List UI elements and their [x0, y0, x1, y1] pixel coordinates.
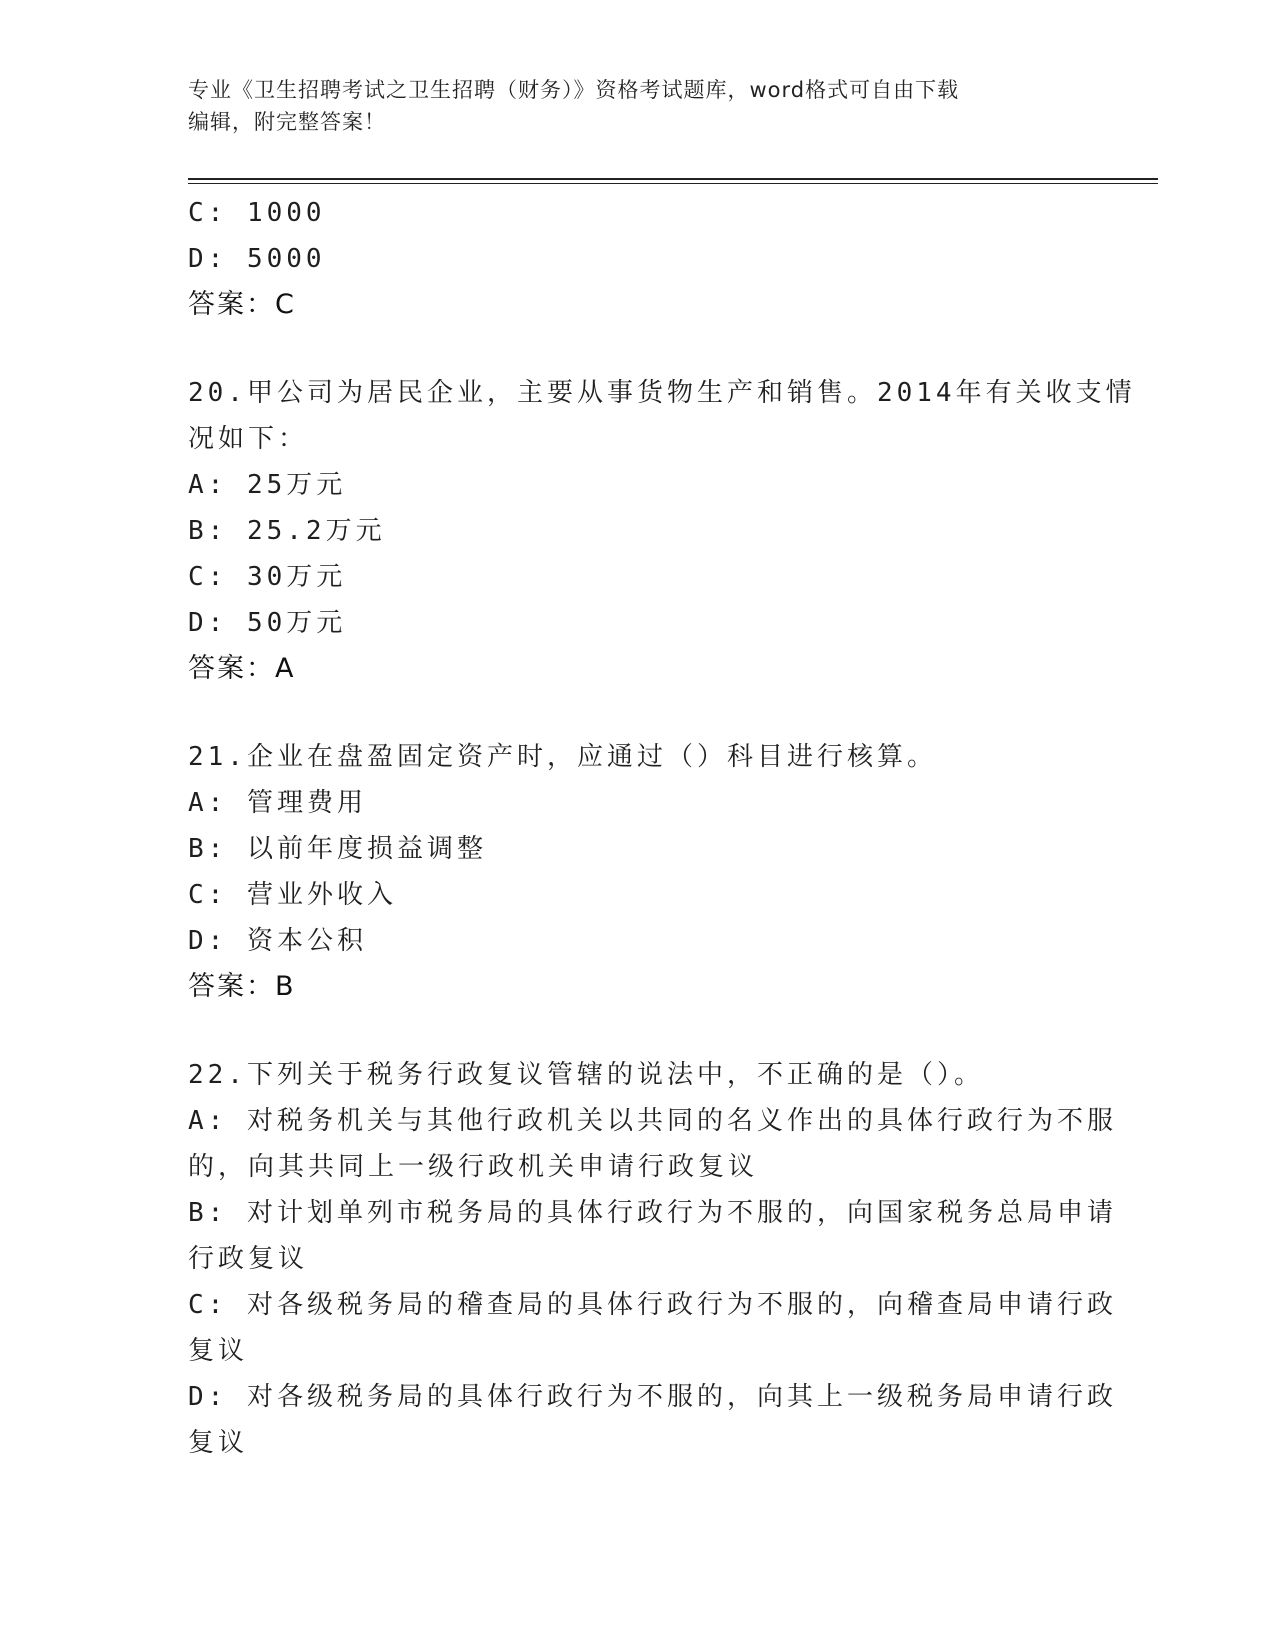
- option-b: B: 以前年度损益调整: [188, 834, 487, 864]
- option-d: D: 5000: [188, 244, 326, 274]
- question-stem-continued: 况如下：: [188, 424, 309, 454]
- answer-line: 答案：B: [188, 971, 296, 1002]
- option-d: D: 50万元: [188, 608, 347, 638]
- header-line-1: 专业《卫生招聘考试之卫生招聘（财务）》资格考试题库，word格式可自由下载: [188, 78, 960, 102]
- question-22: [188, 1052, 1117, 1466]
- document-body: [188, 190, 1136, 1466]
- question-stem: 20.甲公司为居民企业，主要从事货物生产和销售。2014年有关收支情: [188, 378, 1136, 408]
- option-a-continued: 的，向其共同上一级行政机关申请行政复议: [188, 1152, 759, 1182]
- answer-line: 答案：C: [188, 289, 296, 320]
- option-c-continued: 复议: [188, 1336, 249, 1366]
- answer-line: 答案：A: [188, 653, 296, 684]
- option-d: D: 对各级税务局的具体行政行为不服的，向其上一级税务局申请行政: [188, 1382, 1117, 1412]
- option-a: A: 管理费用: [188, 788, 367, 818]
- option-c: C: 30万元: [188, 562, 347, 592]
- question-stem: 21.企业在盘盈固定资产时，应通过（）科目进行核算。: [188, 742, 937, 772]
- header-line-2: 编辑，附完整答案！: [188, 110, 386, 134]
- header-divider-thick: [188, 178, 1158, 180]
- option-c: C: 1000: [188, 198, 326, 228]
- question-21: [188, 734, 1088, 1010]
- option-b-continued: 行政复议: [188, 1244, 309, 1274]
- header-divider-thin: [188, 183, 1158, 184]
- option-d: D: 资本公积: [188, 926, 367, 956]
- option-a: A: 25万元: [188, 470, 347, 500]
- question-19-tail: [188, 190, 1088, 328]
- option-b: B: 对计划单列市税务局的具体行政行为不服的，向国家税务总局申请: [188, 1198, 1117, 1228]
- question-20: [188, 370, 1136, 692]
- question-stem: 22.下列关于税务行政复议管辖的说法中，不正确的是（）。: [188, 1060, 984, 1090]
- option-a: A: 对税务机关与其他行政机关以共同的名义作出的具体行政行为不服: [188, 1106, 1117, 1136]
- document-header: [188, 74, 1068, 138]
- option-d-continued: 复议: [188, 1428, 249, 1458]
- option-c: C: 对各级税务局的稽查局的具体行政行为不服的，向稽查局申请行政: [188, 1290, 1117, 1320]
- option-c: C: 营业外收入: [188, 880, 397, 910]
- option-b: B: 25.2万元: [188, 516, 386, 546]
